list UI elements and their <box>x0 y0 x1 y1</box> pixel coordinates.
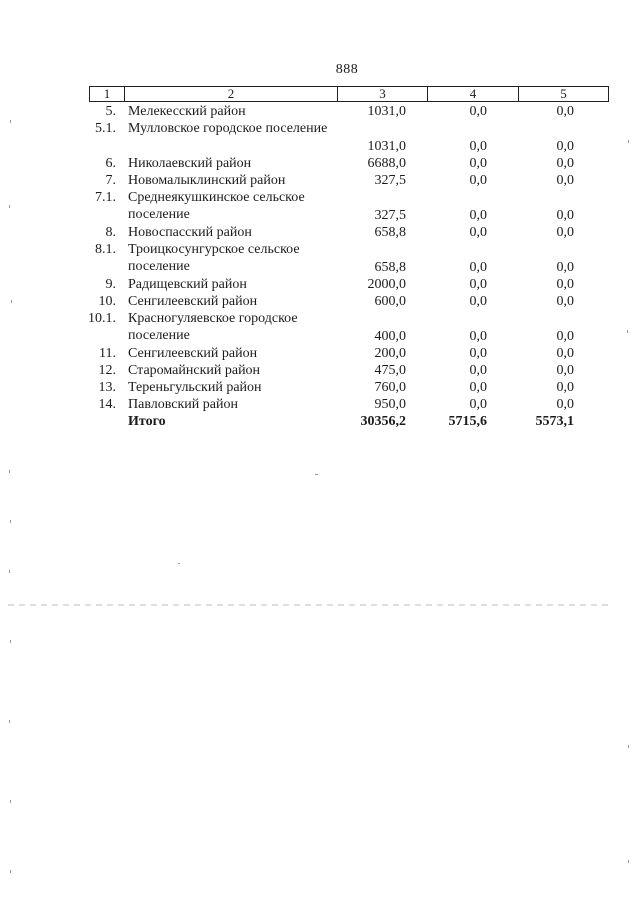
row-value-col3: 200,0 <box>374 346 406 361</box>
row-name: Радищевский район <box>128 277 247 292</box>
row-number: 6. <box>105 156 116 171</box>
total-value-col3: 30356,2 <box>360 414 406 429</box>
row-value-col5: 0,0 <box>556 294 574 309</box>
row-value-col4: 0,0 <box>469 329 487 344</box>
row-number: 10.1. <box>88 311 116 326</box>
row-value-col3: 327,5 <box>374 208 406 223</box>
row-value-col4: 0,0 <box>469 225 487 240</box>
scan-artifact-line <box>8 604 608 606</box>
row-value-col4: 0,0 <box>469 208 487 223</box>
table-row <box>0 120 640 155</box>
row-number: 10. <box>98 294 116 309</box>
row-name: Павловский район <box>128 397 238 412</box>
row-number: 8. <box>105 225 116 240</box>
row-value-col3: 327,5 <box>374 173 406 188</box>
row-value-col5: 0,0 <box>556 397 574 412</box>
row-number: 12. <box>98 363 116 378</box>
row-name: Тереньгульский район <box>128 380 262 395</box>
row-value-col5: 0,0 <box>556 260 574 275</box>
table-row <box>0 224 640 241</box>
header-col-3: 3 <box>338 87 428 101</box>
row-value-col5: 0,0 <box>556 156 574 171</box>
row-name: Сенгилеевский район <box>128 294 258 309</box>
row-value-col4: 0,0 <box>469 156 487 171</box>
row-name: Сенгилеевский район <box>128 346 258 361</box>
table-row <box>0 345 640 362</box>
row-value-col5: 0,0 <box>556 208 574 223</box>
row-name: Николаевский район <box>128 156 252 171</box>
header-col-2: 2 <box>125 87 338 101</box>
row-number: 14. <box>98 397 116 412</box>
row-number: 7.1. <box>95 190 116 205</box>
header-col-1: 1 <box>90 87 125 101</box>
row-value-col5: 0,0 <box>556 329 574 344</box>
row-number: 9. <box>105 277 116 292</box>
row-value-col4: 0,0 <box>469 139 487 154</box>
table-row <box>0 396 640 413</box>
row-value-col5: 0,0 <box>556 139 574 154</box>
row-value-col4: 0,0 <box>469 173 487 188</box>
total-row <box>0 413 640 430</box>
total-label: Итого <box>128 414 166 429</box>
row-name: Среднеякушкинское сельское поселение <box>128 190 305 222</box>
row-value-col4: 0,0 <box>469 346 487 361</box>
total-value-col5: 5573,1 <box>535 414 574 429</box>
table-header <box>89 86 609 102</box>
header-col-5: 5 <box>560 86 567 101</box>
table-row <box>0 172 640 189</box>
row-value-col4: 0,0 <box>469 380 487 395</box>
row-name: Старомайнский район <box>128 363 261 378</box>
table-body <box>0 103 640 430</box>
row-value-col5: 0,0 <box>556 225 574 240</box>
row-value-col4: 0,0 <box>469 277 487 292</box>
row-value-col3: 1031,0 <box>367 104 406 119</box>
total-value-col4: 5715,6 <box>448 414 487 429</box>
row-name: Новоспасский район <box>128 225 252 240</box>
row-value-col5: 0,0 <box>556 363 574 378</box>
page-number: 888 <box>335 62 359 77</box>
row-number: 5. <box>105 104 116 119</box>
row-value-col4: 0,0 <box>469 294 487 309</box>
header-col-4: 4 <box>428 87 519 101</box>
row-value-col4: 0,0 <box>469 363 487 378</box>
row-number: 5.1. <box>95 121 116 136</box>
table-row <box>0 293 640 310</box>
row-name: Мелекесский район <box>128 104 246 119</box>
row-value-col4: 0,0 <box>469 260 487 275</box>
table-row <box>0 276 640 293</box>
table-row <box>0 362 640 379</box>
row-value-col3: 600,0 <box>374 294 406 309</box>
row-value-col5: 0,0 <box>556 173 574 188</box>
table-row <box>0 310 640 345</box>
row-value-col3: 950,0 <box>374 397 406 412</box>
row-number: 8.1. <box>95 242 116 257</box>
row-value-col4: 0,0 <box>469 104 487 119</box>
row-value-col5: 0,0 <box>556 346 574 361</box>
table-row <box>0 241 640 276</box>
row-number: 13. <box>98 380 116 395</box>
row-value-col5: 0,0 <box>556 380 574 395</box>
row-name: Троицкосунгурское сельское поселение <box>128 242 300 274</box>
table-row <box>0 155 640 172</box>
row-value-col3: 760,0 <box>374 380 406 395</box>
row-name: Красногуляевское городское поселение <box>128 311 298 343</box>
row-value-col5: 0,0 <box>556 277 574 292</box>
row-number: 7. <box>105 173 116 188</box>
row-name: Мулловское городское поселение <box>128 121 328 136</box>
row-value-col3: 475,0 <box>374 363 406 378</box>
row-value-col3: 1031,0 <box>367 139 406 154</box>
row-value-col3: 400,0 <box>374 329 406 344</box>
row-name: Новомалыклинский район <box>128 173 286 188</box>
row-value-col3: 658,8 <box>374 260 406 275</box>
table-row <box>0 189 640 224</box>
row-value-col5: 0,0 <box>556 104 574 119</box>
table-row <box>0 103 640 120</box>
table-row <box>0 379 640 396</box>
row-value-col3: 2000,0 <box>367 277 406 292</box>
row-number: 11. <box>99 346 116 361</box>
row-value-col4: 0,0 <box>469 397 487 412</box>
row-value-col3: 658,8 <box>374 225 406 240</box>
row-value-col3: 6688,0 <box>367 156 406 171</box>
